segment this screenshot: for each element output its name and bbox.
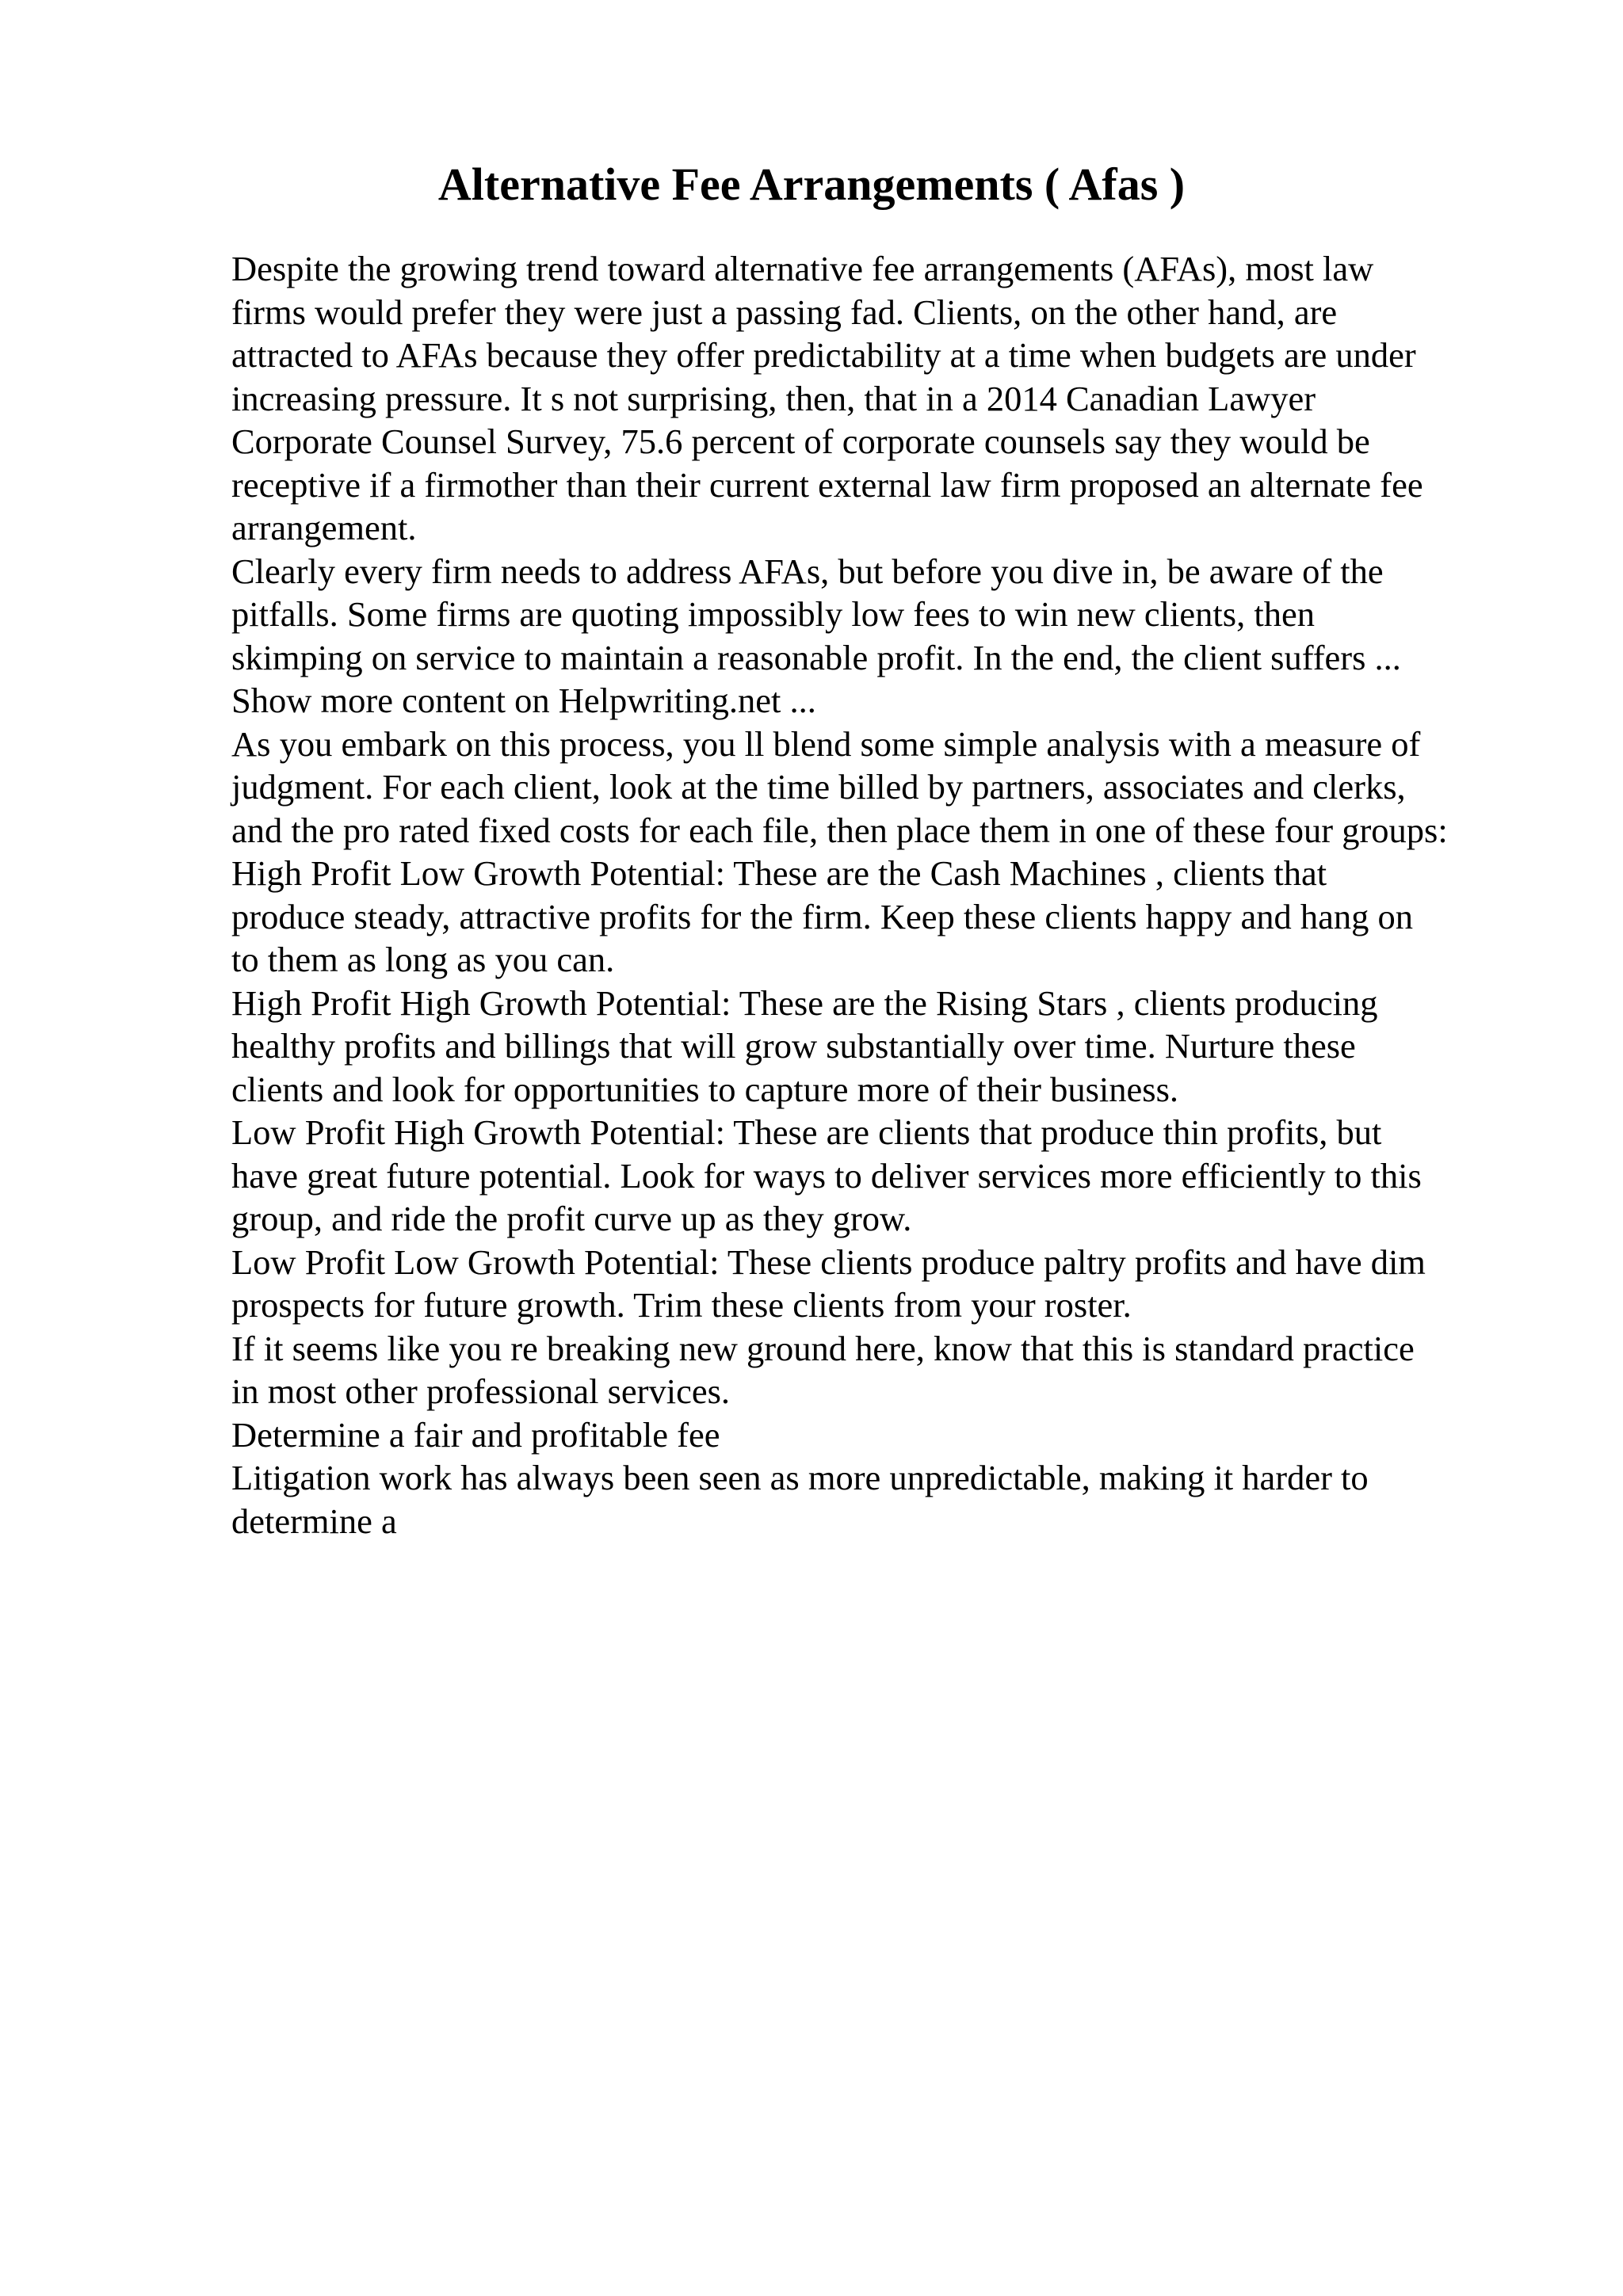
show-more-link[interactable]: Show more content on Helpwriting.net ...: [231, 681, 816, 720]
body-line: If it seems like you re breaking new ground here, know that this is standard practice: [231, 1328, 1415, 1368]
body-line: group, and ride the profit curve up as they grow.: [231, 1199, 912, 1238]
body-line: increasing pressure. It s not surprising, then, that in a 2014 Canadian Lawyer: [231, 378, 1316, 418]
body-line: clients and look for opportunities to capture more of their business.: [231, 1069, 1179, 1109]
body-line: determine a: [231, 1501, 397, 1541]
body-line: and the pro rated fixed costs for each file, then place them in one of these four groups:: [231, 810, 1448, 850]
section-heading: Determine a fair and profitable fee: [231, 1414, 720, 1455]
body-line: High Profit Low Growth Potential: These are the Cash Machines , clients that: [231, 853, 1327, 893]
body-line: Clearly every firm needs to address AFAs, but before you dive in, be aware of the: [231, 551, 1384, 591]
body-line: pitfalls. Some firms are quoting impossibly low fees to win new clients, then: [231, 594, 1315, 634]
body-line: firms would prefer they were just a passing fad. Clients, on the other hand, are: [231, 292, 1338, 332]
body-line: receptive if a firmother than their current external law firm proposed an alternate fee: [231, 464, 1423, 505]
body-line: to them as long as you can.: [231, 940, 615, 979]
document-title: Alternative Fee Arrangements ( Afas ): [437, 158, 1186, 210]
body-line: prospects for future growth. Trim these clients from your roster.: [231, 1285, 1132, 1325]
body-line: produce steady, attractive profits for the firm. Keep these clients happy and hang on: [231, 896, 1414, 936]
body-line: Litigation work has always been seen as more unpredictable, making it harder to: [231, 1458, 1369, 1497]
body-line: As you embark on this process, you ll blend some simple analysis with a measure of: [231, 723, 1421, 764]
body-line: Low Profit Low Growth Potential: These clients produce paltry profits and have dim: [231, 1241, 1426, 1282]
body-line: Corporate Counsel Survey, 75.6 percent of corporate counsels say they would be: [231, 421, 1370, 461]
document-body: [231, 247, 1610, 1543]
body-line: High Profit High Growth Potential: These are the Rising Stars , clients producing: [231, 982, 1378, 1023]
body-line: Despite the growing trend toward alternative fee arrangements (AFAs), most law: [231, 249, 1374, 288]
body-line: have great future potential. Look for ways to deliver services more efficiently to this: [231, 1155, 1422, 1196]
body-line: arrangement.: [231, 508, 417, 547]
body-line: attracted to AFAs because they offer predictability at a time when budgets are under: [231, 335, 1416, 375]
body-line: in most other professional services.: [231, 1371, 731, 1411]
body-line: healthy profits and billings that will grow substantially over time. Nurture these: [231, 1026, 1356, 1066]
body-line: skimping on service to maintain a reasonable profit. In the end, the client suffers ...: [231, 637, 1401, 677]
body-line: judgment. For each client, look at the time billed by partners, associates and clerks,: [231, 767, 1406, 807]
body-line: Low Profit High Growth Potential: These are clients that produce thin profits, but: [231, 1112, 1382, 1152]
